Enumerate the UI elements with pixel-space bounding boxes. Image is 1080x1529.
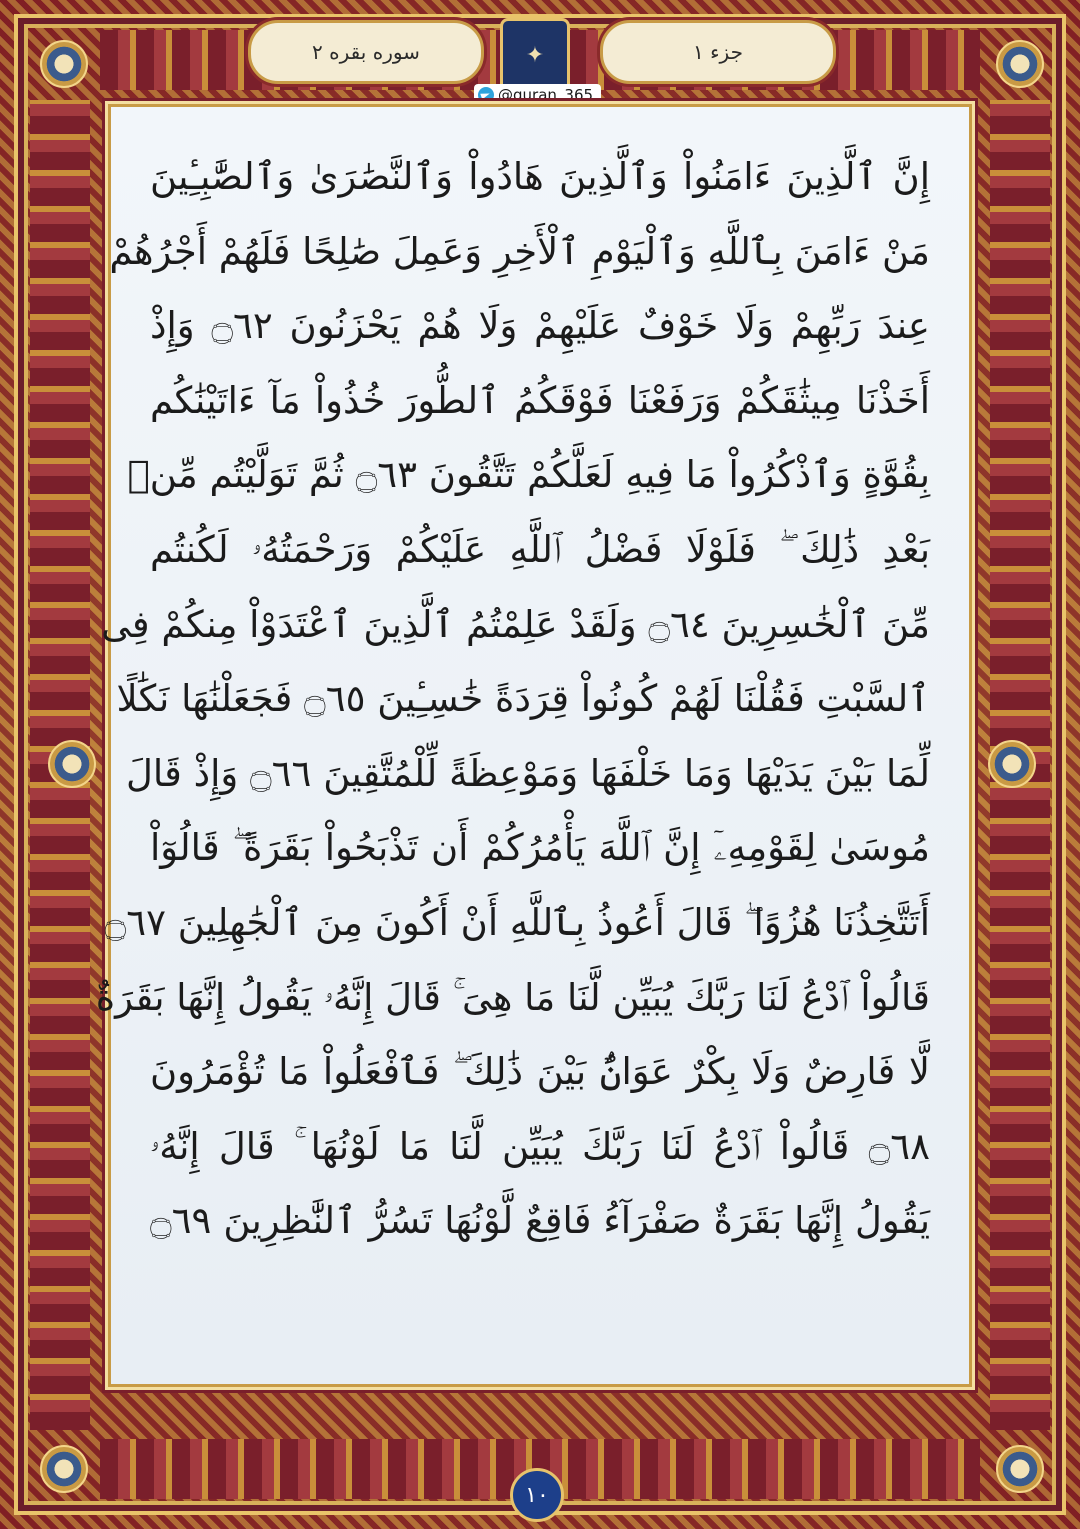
verse-line: إِنَّ ٱلَّذِينَ ءَامَنُواْ وَٱلَّذِينَ هَادُواْ وَٱلنَّصَٰرَىٰ وَٱلصَّٰبِـِٔينَ: [150, 155, 930, 198]
telegram-icon: [478, 87, 494, 103]
corner-medallion-icon: [996, 40, 1044, 88]
side-medallion-icon: [48, 740, 96, 788]
verse-line: ۝٦٨ قَالُواْ ٱدْعُ لَنَا رَبَّكَ يُبَيِّن لَّنَا مَا لَوْنُهَا ۚ قَالَ إِنَّهُۥ: [150, 1124, 930, 1168]
verses-block: [95, 140, 930, 1259]
verse-line: لِّمَا بَيْنَ يَدَيْهَا وَمَا خَلْفَهَا وَمَوْعِظَةً لِّلْمُتَّقِينَ ۝٦٦ وَإِذْ قَالَ: [126, 751, 930, 795]
verse-line: مَنْ ءَامَنَ بِٱللَّهِ وَٱلْيَوْمِ ٱلْأَخِرِ وَعَمِلَ صَٰلِحًا فَلَهُمْ أَجْرُهُمْ: [109, 229, 930, 273]
channel-handle-badge[interactable]: [474, 84, 601, 106]
page-number: ۱۰: [510, 1468, 564, 1522]
verse-line: أَتَتَّخِذُنَا هُزُوًا ۖ قَالَ أَعُوذُ بِٱللَّهِ أَنْ أَكُونَ مِنَ ٱلْجَٰهِلِينَ ۝٦٧: [104, 900, 930, 944]
verse-line: ٱلسَّبْتِ فَقُلْنَا لَهُمْ كُونُواْ قِرَدَةً خَٰسِـِٔينَ ۝٦٥ فَجَعَلْنَٰهَا نَكَٰلًا: [116, 677, 930, 721]
side-medallion-icon: [988, 740, 1036, 788]
corner-medallion-icon: [996, 1445, 1044, 1493]
corner-medallion-icon: [40, 1445, 88, 1493]
calligraphy-emblem-icon: ✦: [500, 18, 570, 92]
verse-line: يَقُولُ إِنَّهَا بَقَرَةٌ صَفْرَآءُ فَاقِعٌ لَّوْنُهَا تَسُرُّ ٱلنَّٰظِرِينَ ۝٦٩: [150, 1199, 930, 1243]
verse-line: لَّا فَارِضٌ وَلَا بِكْرٌ عَوَانٌۢ بَيْنَ ذَٰلِكَ ۖ فَٱفْعَلُواْ مَا تُؤْمَرُونَ: [150, 1050, 930, 1094]
verse-line: عِندَ رَبِّهِمْ وَلَا خَوْفٌ عَلَيْهِمْ وَلَا هُمْ يَحْزَنُونَ ۝٦٢ وَإِذْ: [150, 304, 930, 348]
verse-line: بِقُوَّةٍ وَٱذْكُرُواْ مَا فِيهِ لَعَلَّكُمْ تَتَّقُونَ ۝٦٣ ثُمَّ تَوَلَّيْتُم مِّنۢ: [127, 453, 930, 497]
juz-label: جزء ۱: [600, 20, 836, 84]
verse-line: بَعْدِ ذَٰلِكَ ۖ فَلَوْلَا فَضْلُ ٱللَّهِ عَلَيْكُمْ وَرَحْمَتُهُۥ لَكُنتُم: [150, 527, 930, 571]
verse-line: قَالُواْ ٱدْعُ لَنَا رَبَّكَ يُبَيِّن لَّنَا مَا هِىَ ۚ قَالَ إِنَّهُۥ يَقُولُ إِنَّهَا بَقَرَةٌ: [95, 975, 930, 1019]
verse-line: مُوسَىٰ لِقَوْمِهِۦٓ إِنَّ ٱللَّهَ يَأْمُرُكُمْ أَن تَذْبَحُواْ بَقَرَةً ۖ قَالُوٓاْ: [150, 826, 930, 870]
verse-line: أَخَذْنَا مِيثَٰقَكُمْ وَرَفَعْنَا فَوْقَكُمُ ٱلطُّورَ خُذُواْ مَآ ءَاتَيْنَٰكُم: [150, 378, 930, 422]
channel-handle: @quran_365: [498, 86, 594, 104]
verse-line: مِّنَ ٱلْخَٰسِرِينَ ۝٦٤ وَلَقَدْ عَلِمْتُمُ ٱلَّذِينَ ٱعْتَدَوْاْ مِنكُمْ فِى: [101, 602, 930, 646]
surah-label: سوره بقره ۲: [248, 20, 484, 84]
corner-medallion-icon: [40, 40, 88, 88]
